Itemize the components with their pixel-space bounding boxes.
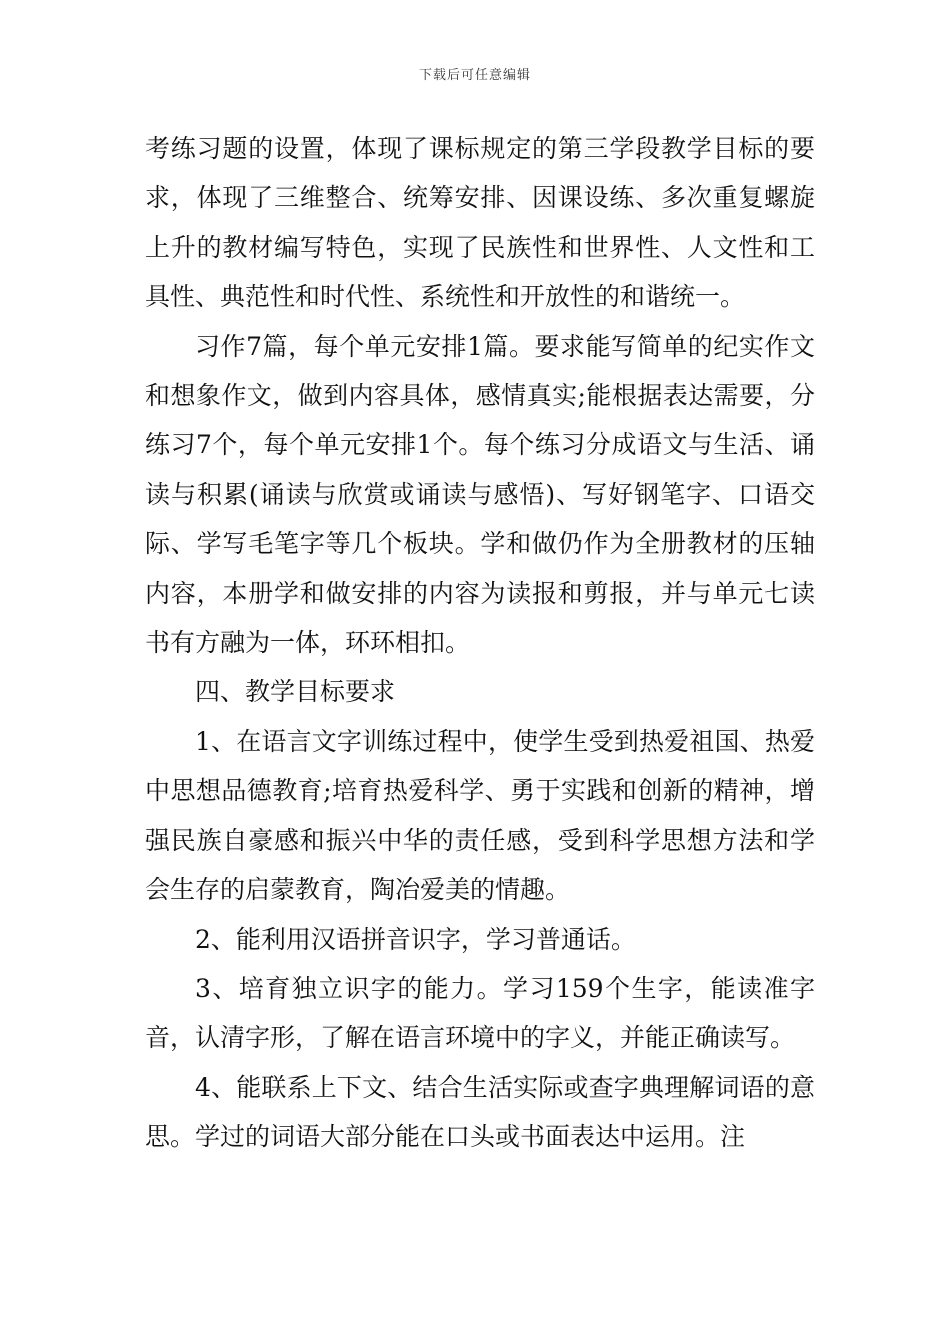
page-header-note: 下载后可任意编辑 [418, 68, 531, 83]
document-body [145, 124, 815, 1162]
goal-item-2: 2、能利用汉语拼音识字，学习普通话。 [195, 924, 636, 954]
goal-item-3: 3、培育独立识字的能力。学习159个生字，能读准字音，认清字形，了解在语言环境中的字义，并能正确读写。 [145, 973, 815, 1053]
goal-item-1: 1、在语言文字训练过程中，使学生受到热爱祖国、热爱中思想品德教育;培育热爱科学、勇于实践和创新的精神，增强民族自豪感和振兴中华的责任感，受到科学思想方法和学会生存的启蒙教育，陶冶爱美的情趣。 [145, 726, 815, 905]
section-heading: 四、教学目标要求 [195, 677, 396, 707]
paragraph-composition: 习作7篇，每个单元安排1篇。要求能写简单的纪实作文和想象作文，做到内容具体，感情真实;能根据表达需要，分练习7个，每个单元安排1个。每个练习分成语文与生活、诵读与积累(诵读与欣赏或诵读与感悟)、写好钢笔字、口语交际、学写毛笔字等几个板块。学和做仍作为全册教材的压轴内容，本册学和做安排的内容为读报和剪报，并与单元七读书有方融为一体，环环相扣。 [145, 331, 815, 658]
paragraph-continued: 考练习题的设置，体现了课标规定的第三学段教学目标的要求，体现了三维整合、统筹安排、因课设练、多次重复螺旋上升的教材编写特色，实现了民族性和世界性、人文性和工具性、典范性和时代性、系统性和开放性的和谐统一。 [145, 134, 815, 312]
goal-item-4: 4、能联系上下文、结合生活实际或查字典理解词语的意思。学过的词语大部分能在口头或书面表达中运用。注 [145, 1072, 815, 1152]
